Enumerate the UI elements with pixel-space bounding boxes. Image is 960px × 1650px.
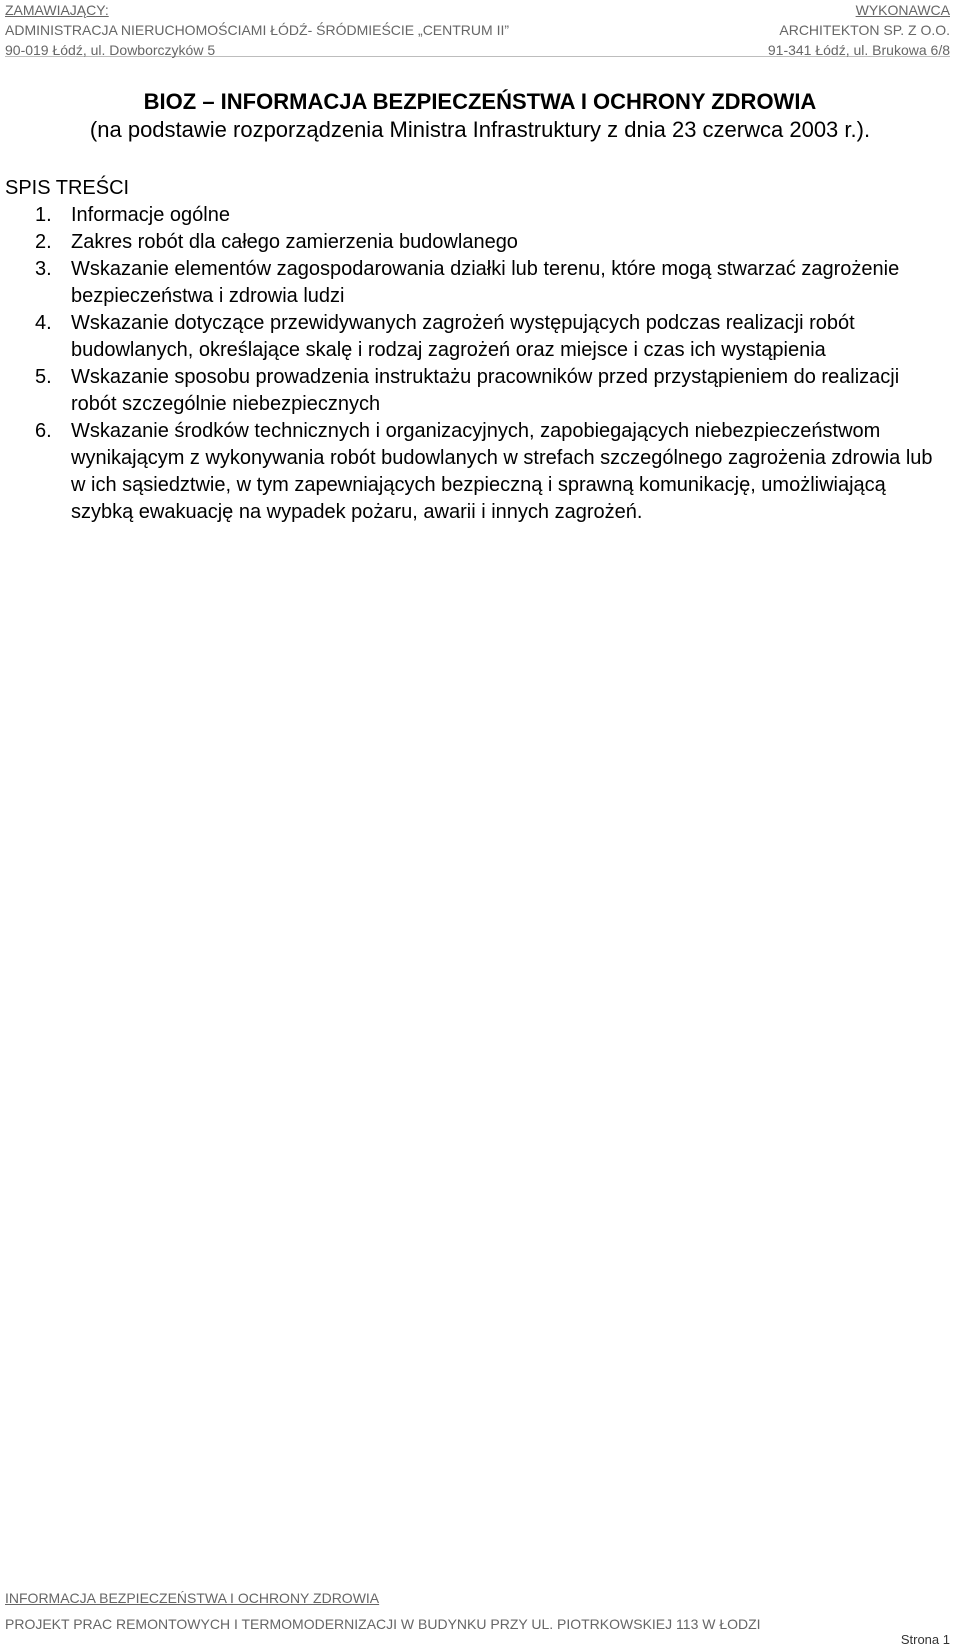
toc-item-number: 4.	[35, 312, 52, 334]
document-subtitle: (na podstawie rozporządzenia Ministra Infrastruktury z dnia 23 czerwca 2003 r.).	[89, 117, 871, 142]
contractor-name: ARCHITEKTON SP. Z O.O.	[779, 22, 950, 38]
page-header	[5, 0, 950, 57]
page-number: Strona 1	[900, 1632, 950, 1647]
toc-item-text: Wskazanie środków technicznych i organizacyjnych, zapobiegających niebezpieczeństwom wynikającym z wykonywania robót budowlanych w strefach szczególnego zagrożenia zdrowia lub w ich sąsiedztwie, w tym zapewniających bezpieczną i sprawną komunikację, umożliwiającą szybką ewakuację na wypadek pożaru, awarii i innych zagrożeń.	[71, 420, 933, 523]
toc-item-text: Informacje ogólne	[71, 204, 230, 226]
toc-item-number: 6.	[35, 420, 52, 442]
toc-item-text: Wskazanie dotyczące przewidywanych zagrożeń występujących podczas realizacji robót budowlanych, określające skalę i rodzaj zagrożeń oraz miejsce i czas ich wystąpienia	[71, 312, 855, 361]
client-address: 90-019 Łódź, ul. Dowborczyków 5	[5, 42, 216, 58]
toc-item	[5, 310, 935, 364]
toc-item-text: Wskazanie sposobu prowadzenia instruktażu pracowników przed przystąpieniem do realizacji robót szczególnie niebezpiecznych	[71, 366, 900, 415]
toc-item-text: Wskazanie elementów zagospodarowania działki lub terenu, które mogą stwarzać zagrożenie bezpieczeństwa i zdrowia ludzi	[71, 258, 900, 307]
toc-item	[5, 418, 935, 526]
toc-item	[5, 202, 935, 229]
header-contractor	[768, 0, 950, 60]
document-title: BIOZ – INFORMACJA BEZPIECZEŃSTWA I OCHRONY ZDROWIA	[143, 89, 817, 114]
document-title-block	[0, 88, 960, 144]
footer-project-name: PROJEKT PRAC REMONTOWYCH I TERMOMODERNIZACJI W BUDYNKU PRZY UL. PIOTRKOWSKIEJ 113 W ŁODZI	[5, 1616, 761, 1632]
client-label: ZAMAWIAJĄCY:	[5, 2, 109, 18]
toc-heading: SPIS TREŚCI	[5, 177, 130, 199]
toc-item	[5, 229, 935, 256]
toc-item	[5, 256, 935, 310]
page-footer	[5, 1588, 950, 1647]
header-client	[5, 0, 509, 60]
contractor-label: WYKONAWCA	[855, 2, 950, 18]
toc-list	[5, 202, 935, 526]
footer-document-name: INFORMACJA BEZPIECZEŃSTWA I OCHRONY ZDROWIA	[5, 1590, 380, 1606]
toc-item-number: 5.	[35, 366, 52, 388]
contractor-address: 91-341 Łódź, ul. Brukowa 6/8	[767, 42, 950, 58]
toc-item-number: 1.	[35, 204, 52, 226]
table-of-contents	[5, 175, 935, 526]
toc-item	[5, 364, 935, 418]
toc-item-number: 3.	[35, 258, 52, 280]
toc-item-text: Zakres robót dla całego zamierzenia budowlanego	[71, 231, 518, 253]
client-name: ADMINISTRACJA NIERUCHOMOŚCIAMI ŁÓDŹ- ŚRÓDMIEŚCIE „CENTRUM II”	[5, 22, 510, 38]
toc-item-number: 2.	[35, 231, 52, 253]
